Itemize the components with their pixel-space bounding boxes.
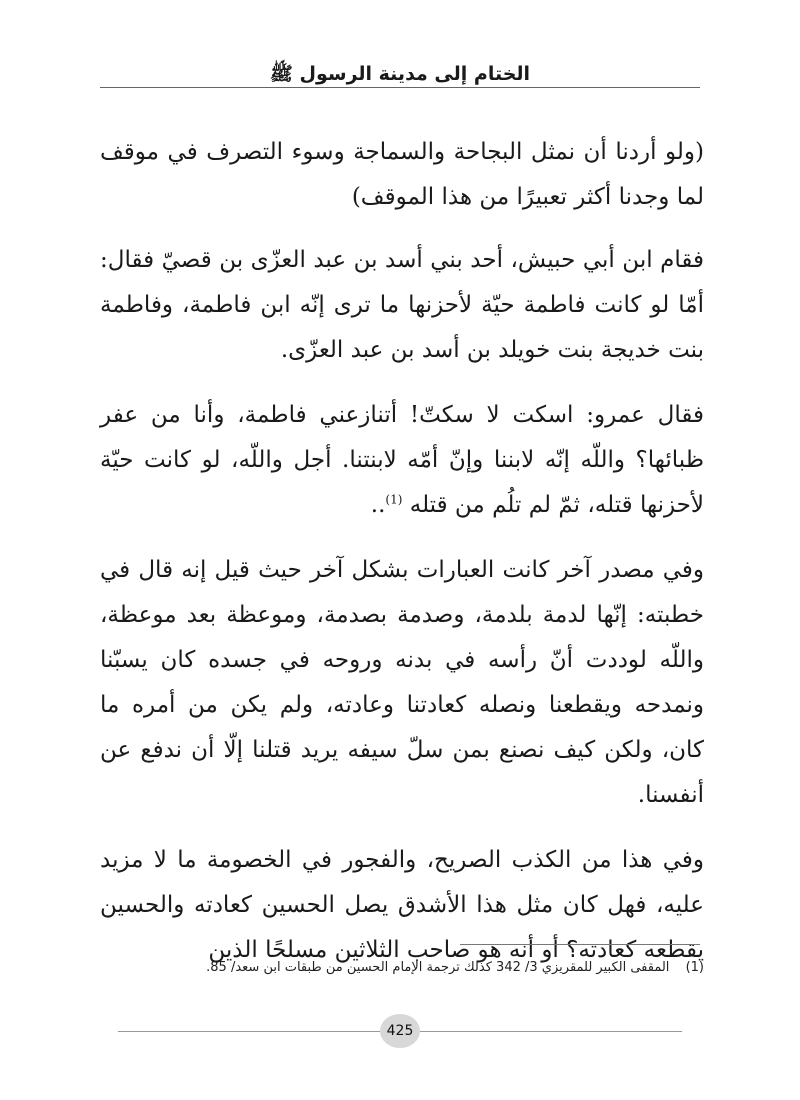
main-text <box>100 130 704 993</box>
paragraph: وفي هذا من الكذب الصريح، والفجور في الخصومة ما لا مزيد عليه، فهل كان مثل هذا الأشدق يصل الحسين كعادته والحسين يقطعه كعادته؟ أو أنه هو صاحب الثلاثين مسلحًا الذين <box>100 847 704 963</box>
page-footer <box>0 1012 800 1052</box>
footer-divider-right <box>420 1031 682 1032</box>
footnote-reference[interactable]: (1) <box>385 492 403 507</box>
paragraph-tail: .. <box>370 492 386 518</box>
paragraph: وفي مصدر آخر كانت العبارات بشكل آخر حيث قيل إنه قال في خطبته: إنّها لدمة بلدمة، وصدمة بصدمة، وموعظة بعد موعظة، واللّه لوددت أنّ رأسه في بدنه وروحه في جسده كان يسبّنا ونمدحه ويقطعنا ونصله كعادتنا وعادته، ولم يكن من أمره ما كان، ولكن كيف نصنع بمن سلّ سيفه يريد قتلنا إلّا أن ندفع عن أنفسنا. <box>100 557 704 808</box>
footer-divider-left <box>118 1031 380 1032</box>
header-divider <box>100 87 700 88</box>
footnote <box>100 960 704 975</box>
running-header-title: الختام إلى مدينة الرسول ﷺ <box>269 63 531 85</box>
running-header <box>0 40 800 100</box>
footnote-text: المقفى الكبير للمقريزي 3/ 342 كذلك ترجمة الإمام الحسين من طبقات ابن سعد/ 85. <box>206 960 670 975</box>
footnote-divider <box>460 944 700 945</box>
page-number-badge: 425 <box>380 1014 420 1048</box>
paragraph <box>100 393 704 528</box>
paragraph: (ولو أردنا أن نمثل البجاحة والسماجة وسوء التصرف في موقف لما وجدنا أكثر تعبيرًا من هذا الموقف) <box>100 139 704 210</box>
paragraph-text: فقال عمرو: اسكت لا سكتّ! أتنازعني فاطمة، وأنا من عفر ظبائها؟ واللّه إنّه لابننا وإنّ أمّه لابنتنا. أجل واللّه، لو كانت حيّة لأحزنها قتله، ثمّ لم تلُم من قتله <box>100 402 704 518</box>
paragraph: فقام ابن أبي حبيش، أحد بني أسد بن عبد العزّى بن قصيّ فقال: أمّا لو كانت فاطمة حيّة لأحزنها ما ترى إنّه ابن فاطمة، وفاطمة بنت خديجة بنت خويلد بن أسد بن عبد العزّى. <box>100 247 704 363</box>
footnote-number: (1) <box>685 960 704 975</box>
